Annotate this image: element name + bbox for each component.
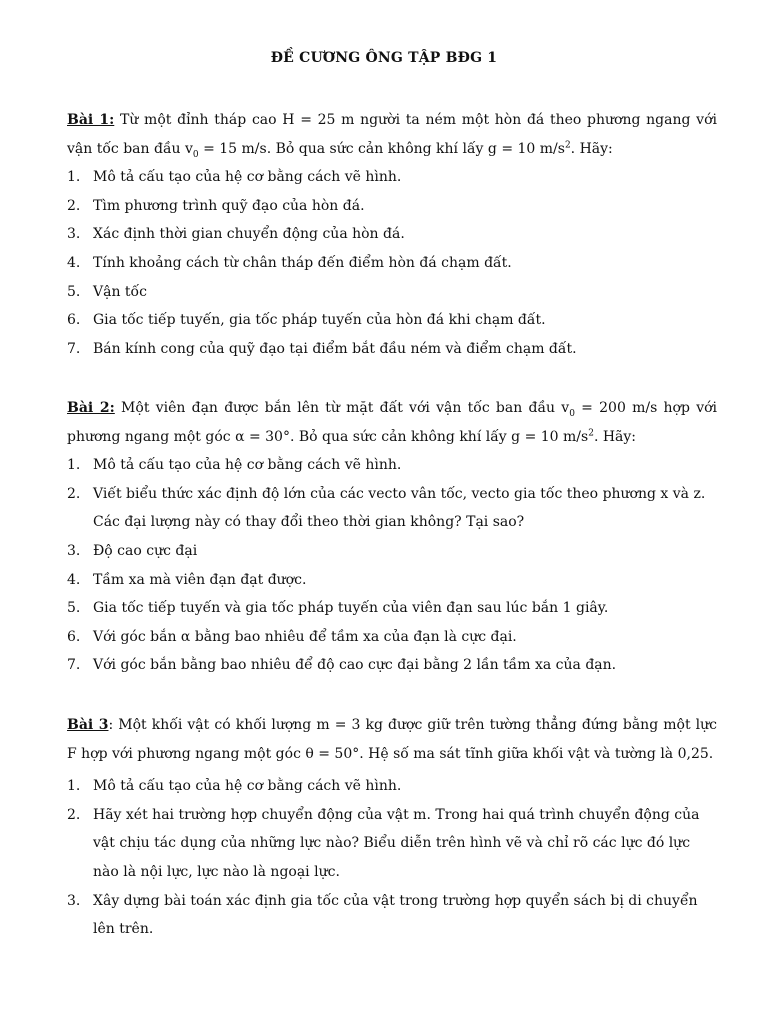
list-item: 2. Tìm phương trình quỹ đạo của hòn đá. [67,197,365,214]
list-item: 1. Mô tả cấu tạo của hệ cơ bằng cách vẽ hình. [67,778,402,795]
list-item: 6. Với góc bắn α bằng bao nhiêu để tầm xa của đạn là cực đại. [67,628,517,645]
list-item: 3. Xây dựng bài toán xác định gia tốc của vật trong trường hợp quyển sách bị di chuyển lên trên. [67,892,698,938]
list-item: 7. Bán kính cong của quỹ đạo tại điểm bắt đầu ném và điểm chạm đất. [67,340,577,357]
problem-3 [67,711,717,944]
list-item: 3. Xác định thời gian chuyển động của hòn đá. [67,226,405,243]
problem-3-intro: Bài 3: Một khối vật có khối lượng m = 3 kg được giữ trên tường thẳng đứng bằng một lực F hợp với phương ngang một góc θ = 50°. Hệ số ma sát tĩnh giữa khối vật và tường là 0,25. [67,717,717,762]
problem-1-label: Bài 1: [67,112,115,128]
list-item: 2. Hãy xét hai trường hợp chuyển động của vật m. Trong hai quá trình chuyển động của vật chịu tác dụng của những lực nào? Biểu diễn trên hình vẽ và chỉ rõ các lực đó lực nào là nội lực, lực nào là ngoại lực. [67,806,700,880]
problem-1-list [67,163,717,363]
problem-1 [67,106,717,363]
list-item: 6. Gia tốc tiếp tuyến, gia tốc pháp tuyến của hòn đá khi chạm đất. [67,312,546,329]
list-item: 2. Viết biểu thức xác định độ lớn của các vecto vân tốc, vecto gia tốc theo phương x và z. Các đại lượng này có thay đổi theo thời gian không? Tại sao? [67,485,706,531]
list-item: 1. Mô tả cấu tạo của hệ cơ bằng cách vẽ hình. [67,169,402,186]
list-item: 5. Vận tốc [67,283,147,300]
list-item: 5. Gia tốc tiếp tuyến và gia tốc pháp tuyến của viên đạn sau lúc bắn 1 giây. [67,600,609,617]
list-item: 4. Tính khoảng cách từ chân tháp đến điểm hòn đá chạm đất. [67,254,512,271]
list-item: 4. Tầm xa mà viên đạn đạt được. [67,571,307,588]
list-item: 3. Độ cao cực đại [67,542,198,559]
problem-2-intro: Bài 2: Một viên đạn được bắn lên từ mặt đất với vận tốc ban đầu $v_0 = 200$ m/s hợp với phương ngang một góc α = 30°. Bỏ qua sức cản không khí lấy g = 10 $m/s^2$. Hãy: [67,400,718,445]
problem-2-list [67,451,717,680]
list-item: 1. Mô tả cấu tạo của hệ cơ bằng cách vẽ hình. [67,457,402,474]
document-title: ĐỀ CƯƠNG ÔNG TẬP BĐG 1 [270,50,498,66]
list-item: 7. Với góc bắn bằng bao nhiêu để độ cao cực đại bằng 2 lần tầm xa của đạn. [67,657,617,674]
problem-2 [67,394,717,680]
problem-3-list [67,772,717,944]
problem-3-label: Bài 3 [67,717,109,733]
problem-2-label: Bài 2: [67,400,115,416]
problem-1-intro: Bài 1: Từ một đỉnh tháp cao H = 25 m người ta ném một hòn đá theo phương ngang với vận tốc ban đầu $v_0 = 15$ m/s. Bỏ qua sức cản không khí lấy g = 10 $m/s^2$. Hãy: [67,112,717,160]
